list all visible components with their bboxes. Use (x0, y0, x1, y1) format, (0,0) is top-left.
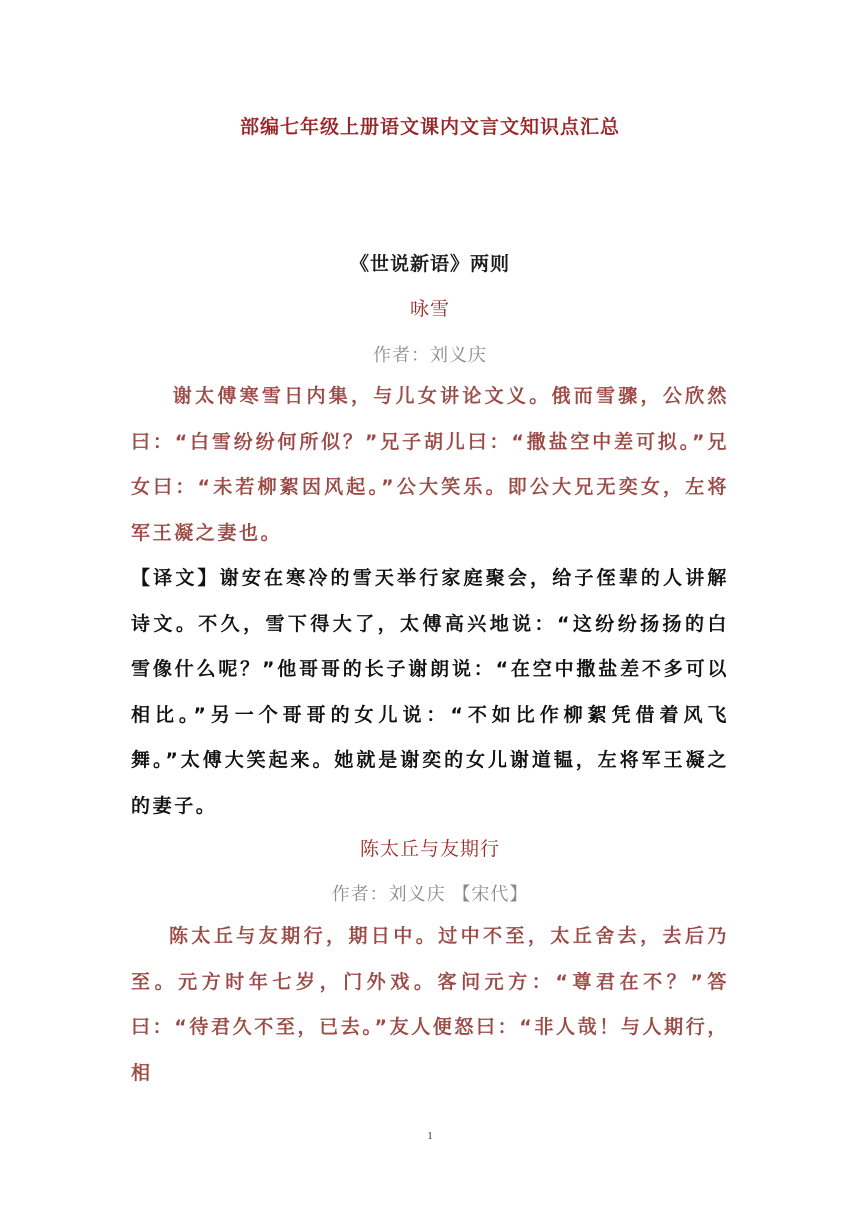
piece1-author: 作者：刘义庆 (373, 345, 487, 366)
document-title: 部编七年级上册语文课内文言文知识点汇总 (239, 116, 620, 138)
page-number: 1 (427, 1130, 433, 1142)
piece2-author: 作者：刘义庆 【宋代】 (331, 884, 529, 905)
piece1-title: 咏雪 (409, 298, 450, 320)
piece1-translation: 【译文】谢安在寒冷的雪天举行家庭聚会，给子侄辈的人讲解诗文。不久，雪下得大了，太傅高兴地说：“这纷纷扬扬的白雪像什么呢？”他哥哥的长子谢朗说：“在空中撒盐差不多可以相比。”另一个哥哥的女儿说：“不如比作柳絮凭借着风飞舞。”太傅大笑起来。她就是谢奕的女儿谢道韫，左将军王凝之的妻子。 (131, 567, 729, 817)
piece2-text: 陈太丘与友期行，期日中。过中不至，太丘舍去，去后乃至。元方时年七岁，门外戏。客问元方：“尊君在不？”答曰：“待君久不至，已去。”友人便怒曰：“非人哉！与人期行，相 (131, 925, 729, 1084)
section-title: 《世说新语》两则 (349, 253, 510, 275)
piece2-title: 陈太丘与友期行 (359, 838, 500, 860)
piece1-text: 谢太傅寒雪日内集，与儿女讲论文义。俄而雪骤，公欣然曰：“白雪纷纷何所似？”兄子胡儿曰：“撒盐空中差可拟。”兄女曰：“未若柳絮因风起。”公大笑乐。即公大兄无奕女，左将军王凝之妻也。 (131, 385, 729, 544)
